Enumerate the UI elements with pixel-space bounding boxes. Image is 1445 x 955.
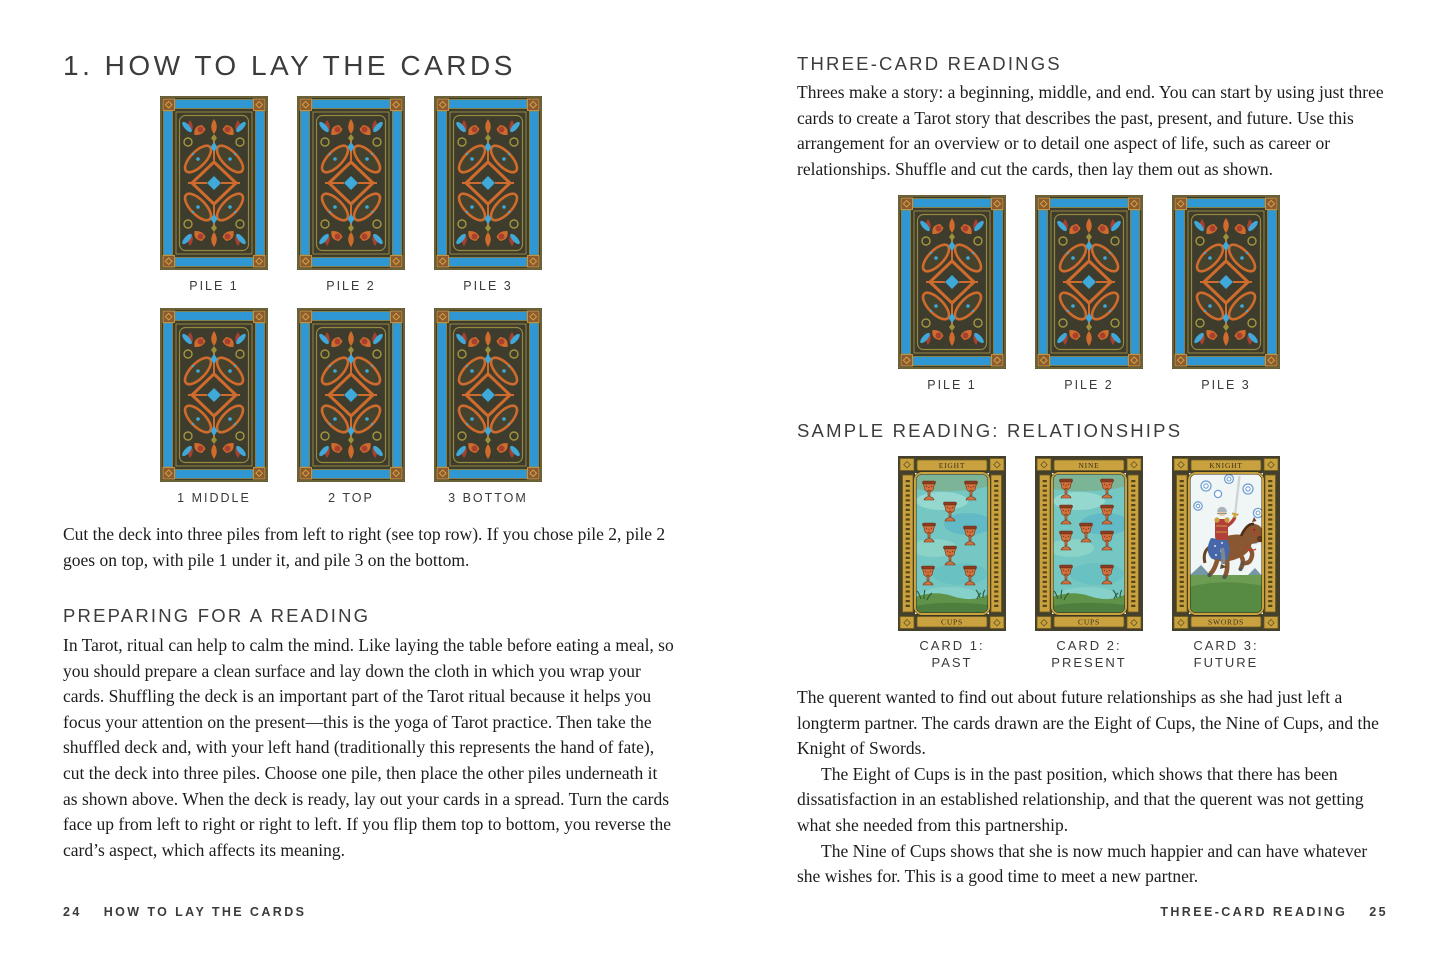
card-suit-banner: CUPS bbox=[1078, 617, 1100, 627]
pile-label: 3 BOTTOM bbox=[448, 491, 528, 505]
right-footer bbox=[797, 905, 1388, 919]
sample-paragraph-3: The Nine of Cups shows that she is now much happier and can have whatever she wishes for. This is a good time to meet a new partner. bbox=[797, 840, 1368, 887]
sample-paragraph-1: The querent wanted to find out about future relationships as she had just left a longterm partner. The cards drawn are the Eight of Cups, the Nine of Cups, and the Knight of Swords. bbox=[797, 687, 1379, 759]
card-position-label: CARD 2: PRESENT bbox=[1051, 638, 1127, 670]
pile-top-figure bbox=[297, 308, 405, 505]
card-back-image bbox=[1172, 195, 1280, 369]
card-back-image bbox=[297, 96, 405, 270]
card-position-label: CARD 1: PAST bbox=[919, 638, 985, 670]
card-back-image bbox=[160, 308, 268, 482]
eight-of-cups-figure bbox=[898, 456, 1006, 671]
sample-cards-row bbox=[898, 456, 1280, 671]
cut-deck-paragraph: Cut the deck into three piles from left to right (see top row). If you chose pile 2, pile 2 goes on top, with pile 1 under it, and pile 3 on the bottom. bbox=[63, 524, 666, 570]
pile-label: 2 TOP bbox=[328, 491, 374, 505]
pile-1-figure bbox=[898, 195, 1006, 392]
left-page-number: 24 bbox=[63, 905, 82, 919]
pile-label: 1 MIDDLE bbox=[177, 491, 251, 505]
pile-label: PILE 1 bbox=[189, 279, 239, 293]
pile-3-figure bbox=[434, 96, 542, 293]
nine-of-cups-card bbox=[1035, 456, 1143, 631]
pile-label: PILE 2 bbox=[326, 279, 376, 293]
pile-label: PILE 3 bbox=[1201, 378, 1251, 392]
knight-of-swords-card bbox=[1172, 456, 1280, 631]
left-footer bbox=[63, 905, 306, 919]
page-title: 1. HOW TO LAY THE CARDS bbox=[63, 50, 516, 81]
pile-middle-figure bbox=[160, 308, 268, 505]
card-back-image bbox=[160, 96, 268, 270]
sample-paragraph-2: The Eight of Cups is in the past position, which shows that there has been dissatisfaction in an established relationship, and that the querent was not getting what she needed from this partnership. bbox=[797, 763, 1364, 835]
pile-2-figure bbox=[297, 96, 405, 293]
pile-2-figure bbox=[1035, 195, 1143, 392]
pile-row-top bbox=[160, 96, 542, 293]
card-position-label: CARD 3: FUTURE bbox=[1193, 638, 1259, 670]
knight-of-swords-figure bbox=[1172, 456, 1280, 671]
card-back-image bbox=[1035, 195, 1143, 369]
pile-row-right bbox=[898, 195, 1280, 392]
card-back-image bbox=[434, 96, 542, 270]
three-card-heading: THREE-CARD READINGS bbox=[797, 53, 1062, 74]
pile-label: PILE 1 bbox=[927, 378, 977, 392]
card-back-image bbox=[434, 308, 542, 482]
right-page-number: 25 bbox=[1369, 905, 1388, 919]
sample-reading-body bbox=[797, 685, 1393, 890]
card-suit-banner: CUPS bbox=[941, 617, 963, 627]
card-back-image bbox=[898, 195, 1006, 369]
three-card-body: Threes make a story: a beginning, middle, and end. You can start by using just three cards to create a Tarot story that describes the past, present, and future. Use this arrangement for an overview or to detail one aspect of life, such as career or relationships. Shuffle and cut the cards, then lay them out as shown. bbox=[797, 82, 1384, 179]
pile-3-figure bbox=[1172, 195, 1280, 392]
card-rank-banner: NINE bbox=[1078, 461, 1100, 471]
pile-label: PILE 3 bbox=[463, 279, 513, 293]
sample-reading-heading: SAMPLE READING: RELATIONSHIPS bbox=[797, 420, 1183, 441]
left-running-head: HOW TO LAY THE CARDS bbox=[103, 905, 307, 919]
preparing-heading: PREPARING FOR A READING bbox=[63, 605, 371, 626]
pile-label: PILE 2 bbox=[1064, 378, 1114, 392]
preparing-body: In Tarot, ritual can help to calm the mind. Like laying the table before eating a meal, so you should prepare a clean surface and lay down the cloth in which you wrap your cards. Shuffling the deck is an important part of the Tarot ritual because it helps you focus your attention on the present—this is the yoga of Tarot practice. Then take the shuffled deck and, with your left hand (traditionally this represents the hand of fate), cut the deck into three piles. Choose one pile, then place the other piles underneath it as shown above. When the deck is ready, lay out your cards in a spread. Turn the cards face up from left to right or right to left. If you flip them top to bottom, you reverse the card’s aspect, which affects its meaning. bbox=[63, 635, 674, 860]
pile-1-figure bbox=[160, 96, 268, 293]
card-rank-banner: KNIGHT bbox=[1209, 461, 1243, 471]
card-rank-banner: EIGHT bbox=[938, 461, 966, 471]
pile-row-bottom bbox=[160, 308, 542, 505]
nine-of-cups-figure bbox=[1035, 456, 1143, 671]
card-back-image bbox=[297, 308, 405, 482]
card-suit-banner: SWORDS bbox=[1207, 617, 1245, 627]
pile-bottom-figure bbox=[434, 308, 542, 505]
eight-of-cups-card bbox=[898, 456, 1006, 631]
right-running-head: THREE-CARD READING bbox=[1160, 905, 1348, 919]
